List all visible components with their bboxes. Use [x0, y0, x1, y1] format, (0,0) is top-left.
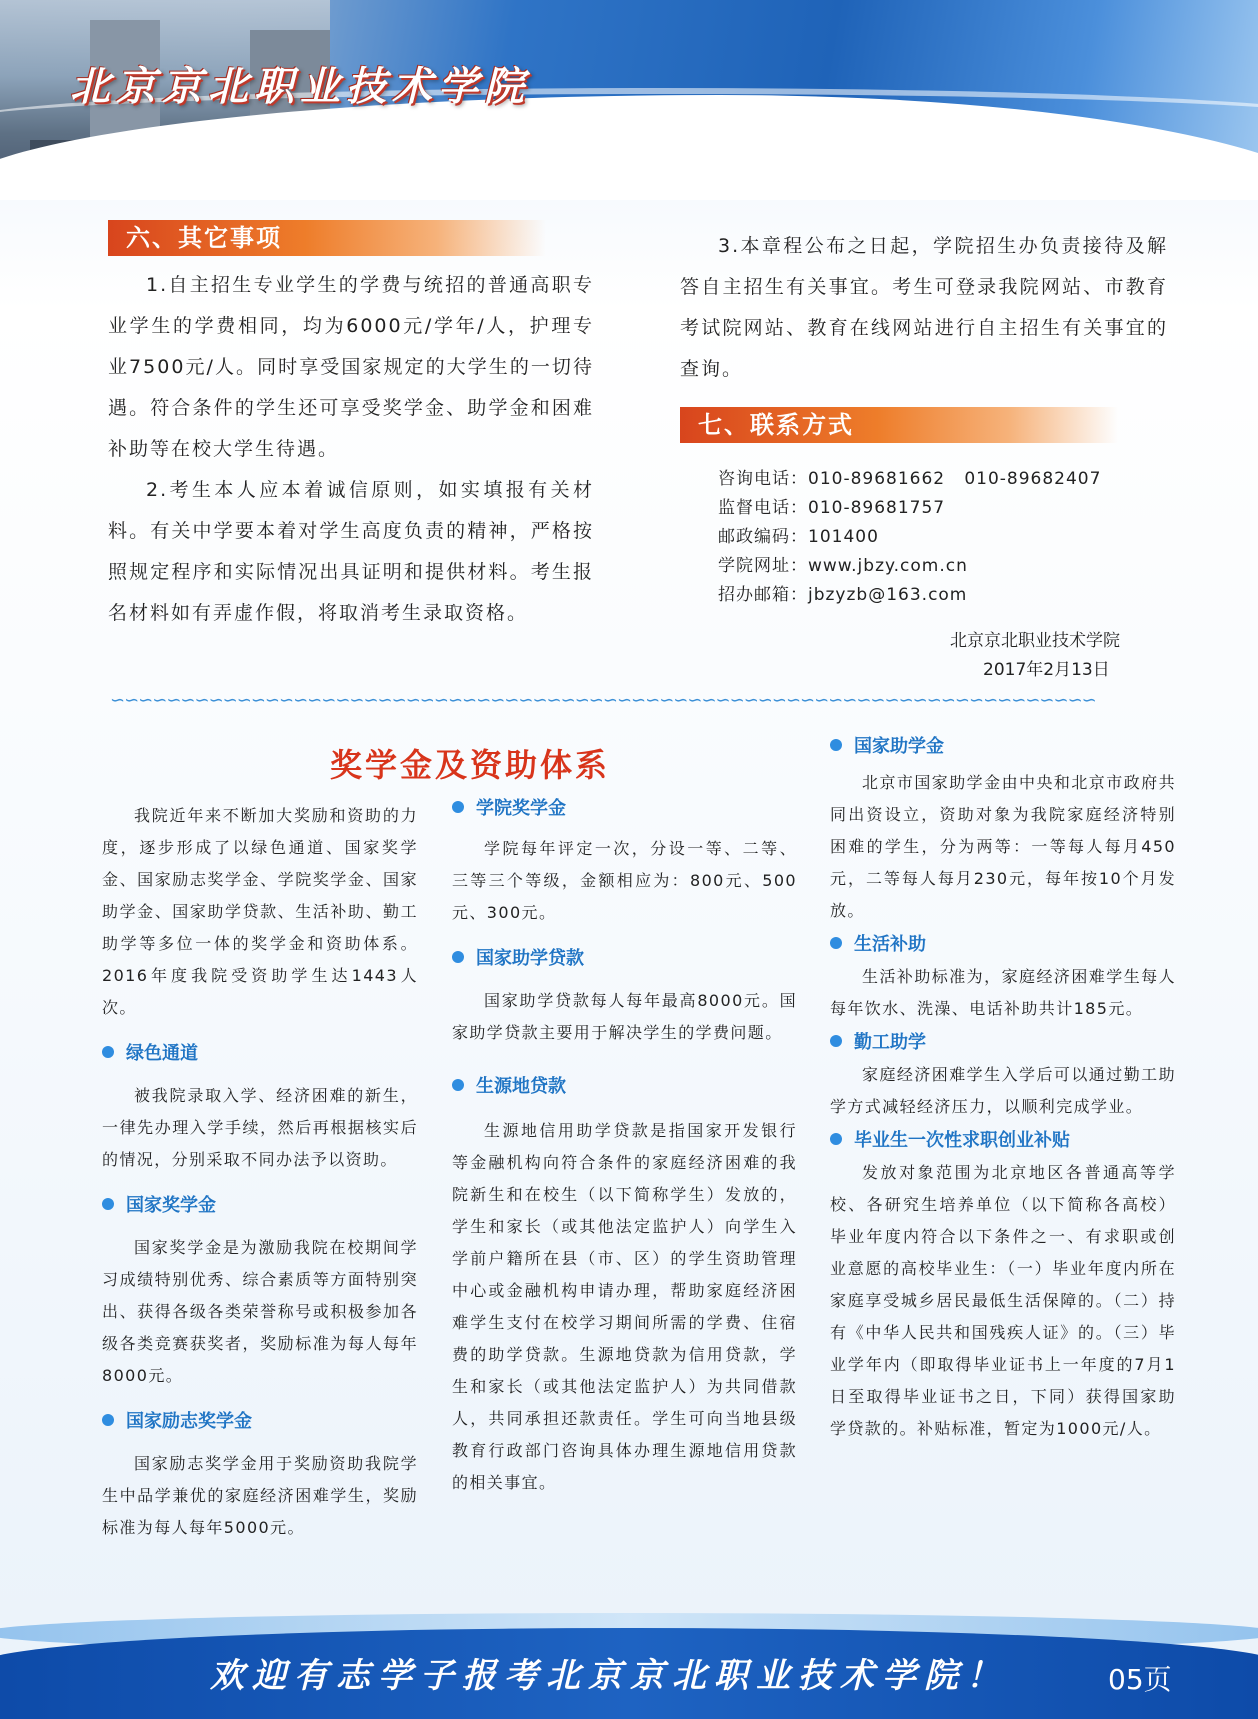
subheading-origin-loan: 生源地贷款 — [452, 1071, 797, 1103]
subheading-work-study: 勤工助学 — [830, 1027, 1176, 1059]
footer-banner — [0, 1608, 1258, 1719]
bullet-icon — [102, 1046, 114, 1058]
origin-loan-text: 生源地信用助学贷款是指国家开发银行等金融机构向符合条件的家庭经济困难的我院新生和在校生（以下简称学生）发放的，学生和家长（或其他法定监护人）向学生入学前户籍所在县（市、区）的学生资助管理中心或金融机构申请办理，帮助家庭经济困难学生支付在校学习期间所需的学费、住宿费的助学贷款。生源地贷款为信用贷款，学生和家长（或其他法定监护人）为共同借款人，共同承担还款责任。学生可向当地县级教育行政部门咨询具体办理生源地信用贷款的相关事宜。 — [452, 1121, 797, 1492]
paragraph: 1.自主招生专业学生的学费与统招的普通高职专业学生的学费相同，均为6000元/学年/人，护理专业7500元/人。同时享受国家规定的大学生的一切待遇。符合条件的学生还可享受奖学金、助学金和困难补助等在校大学生待遇。 — [108, 274, 594, 460]
bullet-icon — [102, 1414, 114, 1426]
national-grant-text: 北京市国家助学金由中央和北京市政府共同出资设立，资助对象为我院家庭经济特别困难的学生，分为两等：一等每人每月450元，二等每人每月230元，每年按10个月发放。 — [830, 773, 1176, 920]
national-loan-text: 国家助学贷款每人每年最高8000元。国家助学贷款主要用于解决学生的学费问题。 — [452, 991, 797, 1042]
scholarship-column-3 — [830, 731, 1176, 1445]
school-title: 北京京北职业技术学院 — [70, 63, 530, 110]
paragraph: 2.考生本人应本着诚信原则，如实填报有关材料。有关中学要本着对学生高度负责的精神，严格按照规定程序和实际情况出具证明和提供材料。考生报名材料如有弄虚作假，将取消考生录取资格。 — [108, 479, 594, 624]
contact-postcode: 邮政编码：101400 — [718, 527, 879, 547]
header-banner — [0, 0, 1258, 200]
section-heading-other: 六、其它事项 — [108, 220, 546, 256]
bullet-icon — [452, 951, 464, 963]
section-heading-contact: 七、联系方式 — [680, 407, 1118, 443]
subheading-college-scholarship: 学院奖学金 — [452, 793, 797, 825]
paragraph: 3.本章程公布之日起，学院招生办负责接待及解答自主招生有关事宜。考生可登录我院网站、市教育考试院网站、教育在线网站进行自主招生有关事宜的查询。 — [680, 235, 1168, 380]
contact-website: 学院网址：www.jbzy.com.cn — [718, 556, 968, 576]
contact-email: 招办邮箱：jbzyzb@163.com — [718, 585, 968, 605]
signature: 北京京北职业技术学院 — [950, 631, 1120, 651]
graduate-subsidy-text: 发放对象范围为北京地区各普通高等学校、各研究生培养单位（以下简称各高校）毕业年度内符合以下条件之一、有求职或创业意愿的高校毕业生：（一）毕业年度内所在家庭享受城乡居民最低生活保障的。（二）持有《中华人民共和国残疾人证》的。（三）毕业学年内（即取得毕业证书上一年度的7月1日至取得毕业证书之日，下同）获得国家助学贷款的。补贴标准，暂定为1000元/人。 — [830, 1163, 1176, 1438]
bullet-icon — [830, 1035, 842, 1047]
decorative-divider: ∽∽∽∽∽∽∽∽∽∽∽∽∽∽∽∽∽∽∽∽∽∽∽∽∽∽∽∽∽∽∽∽∽∽∽∽∽∽∽∽∽∽∽∽∽∽∽∽∽∽∽∽∽∽∽∽∽∽∽∽∽∽∽∽∽∽∽∽∽∽ — [110, 690, 1096, 710]
living-allowance-text: 生活补助标准为，家庭经济困难学生每人每年饮水、洗澡、电话补助共计185元。 — [830, 967, 1176, 1018]
contact-phone: 咨询电话：010-89681662 010-89682407 — [718, 469, 1102, 489]
bullet-icon — [830, 739, 842, 751]
scholarship-column-1 — [102, 800, 418, 1544]
footer-slogan: 欢迎有志学子报考北京京北职业技术学院！ — [210, 1656, 1008, 1696]
subheading-national-loan: 国家助学贷款 — [452, 943, 797, 975]
contact-list — [718, 465, 1148, 610]
section-other-content — [108, 265, 594, 634]
work-study-text: 家庭经济困难学生入学后可以通过勤工助学方式减轻经济压力，以顺利完成学业。 — [830, 1065, 1176, 1116]
subheading-national-grant: 国家助学金 — [830, 731, 1176, 763]
college-scholarship-text: 学院每年评定一次，分设一等、二等、三等三个等级，金额相应为：800元、500元、300元。 — [452, 839, 797, 922]
subheading-national-scholarship: 国家奖学金 — [102, 1190, 418, 1222]
inspire-scholarship-text: 国家励志奖学金用于奖励资助我院学生中品学兼优的家庭经济困难学生，奖励标准为每人每年5000元。 — [102, 1454, 418, 1537]
subheading-green-channel: 绿色通道 — [102, 1038, 418, 1070]
national-scholarship-text: 国家奖学金是为激励我院在校期间学习成绩特别优秀、综合素质等方面特别突出、获得各级各类荣誉称号或积极参加各级各类竞赛获奖者，奖励标准为每人每年8000元。 — [102, 1238, 418, 1385]
bullet-icon — [102, 1198, 114, 1210]
subheading-inspire-scholarship: 国家励志奖学金 — [102, 1406, 418, 1438]
bullet-icon — [452, 1079, 464, 1091]
date: 2017年2月13日 — [983, 660, 1110, 680]
scholarship-column-2 — [452, 793, 797, 1499]
bullet-icon — [452, 801, 464, 813]
subheading-graduate-subsidy: 毕业生一次性求职创业补贴 — [830, 1125, 1176, 1157]
section-other-content-2 — [680, 226, 1168, 390]
page-number: 05页 — [1108, 1663, 1172, 1696]
scholarship-intro: 我院近年来不断加大奖励和资助的力度，逐步形成了以绿色通道、国家奖学金、国家励志奖学金、学院奖学金、国家助学金、国家助学贷款、生活补助、勤工助学等多位一体的奖学金和资助体系。2016年度我院受资助学生达1443人次。 — [102, 806, 418, 1017]
bullet-icon — [830, 1133, 842, 1145]
scholarship-title: 奖学金及资助体系 — [330, 746, 611, 784]
green-channel-text: 被我院录取入学、经济困难的新生，一律先办理入学手续，然后再根据核实后的情况，分别采取不同办法予以资助。 — [102, 1086, 418, 1169]
contact-supervise-phone: 监督电话：010-89681757 — [718, 498, 946, 518]
bullet-icon — [830, 937, 842, 949]
subheading-living-allowance: 生活补助 — [830, 929, 1176, 961]
